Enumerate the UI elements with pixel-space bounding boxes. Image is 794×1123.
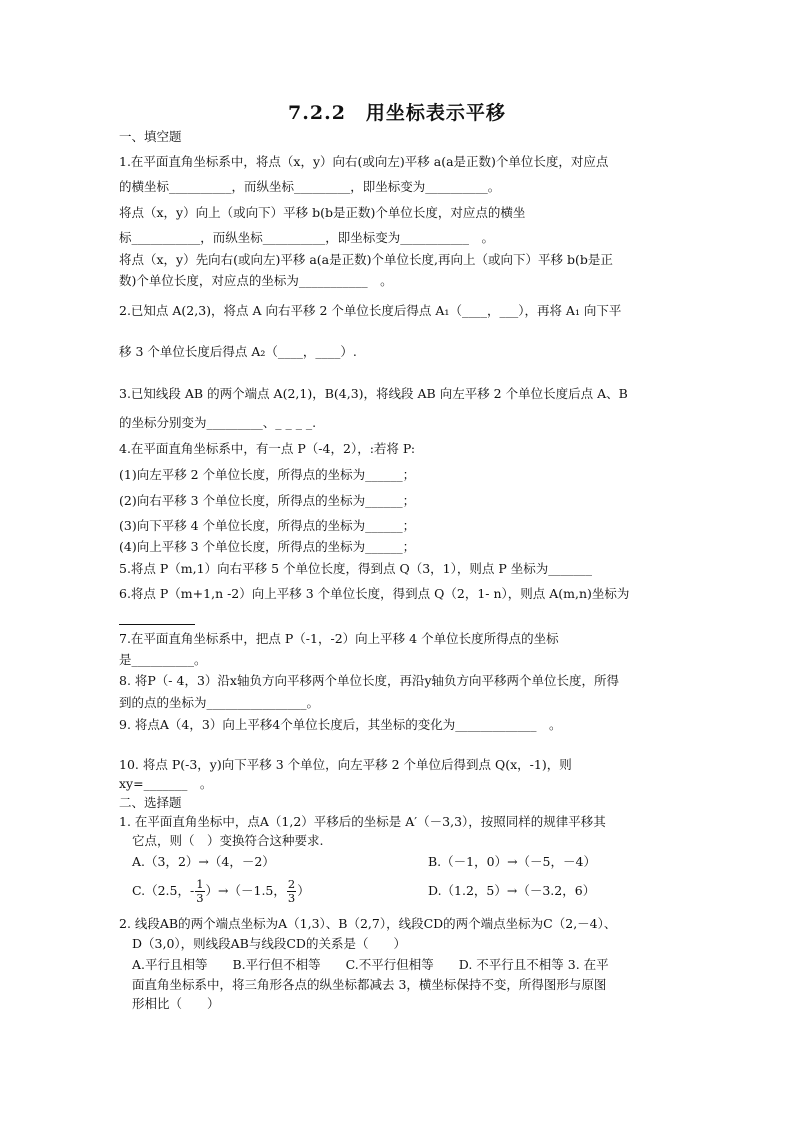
- fraction-one-third: [195, 878, 204, 905]
- q7-line1: 7.在平面直角坐标系中，把点 P（-1，-2）向上平移 4 个单位长度所得点的坐标: [119, 631, 559, 646]
- q1-line2: 的横坐标__________，而纵坐标_________，即坐标变为__________。: [119, 179, 501, 194]
- q5-line1: 5.将点 P（m,1）向右平移 5 个单位长度，得到点 Q（3，1），则点 P 坐标为_______: [119, 561, 592, 576]
- fraction-denominator: 3: [196, 891, 204, 905]
- q6-line1: 6.将点 P（m+1,n -2）向上平移 3 个单位长度，得到点 Q（2，1- n），则点 A(m,n)坐标为: [119, 586, 630, 601]
- q10-line1: 10. 将点 P(-3，y)向下平移 3 个单位，向左平移 2 个单位后得到点 Q(x，-1)，则: [119, 757, 572, 772]
- fraction-denominator: 3: [287, 891, 296, 905]
- c1-option-c-suffix: ）: [297, 883, 310, 898]
- q8-line2: 到的点的坐标为________________。: [119, 695, 320, 710]
- c1-option-c-prefix: C.（2.5，-: [132, 883, 195, 898]
- section-heading-choice: 二、选择题: [119, 795, 182, 810]
- section-heading-fill-in: 一、填空题: [119, 129, 182, 144]
- q4-option3: (3)向下平移 4 个单位长度，所得点的坐标为______；: [119, 518, 416, 533]
- q7-line2: 是__________。: [119, 652, 207, 667]
- q4-option4: (4)向上平移 3 个单位长度，所得点的坐标为______；: [119, 539, 416, 554]
- fraction-numerator: 1: [196, 877, 204, 891]
- c1-line1: 1. 在平面直角坐标中，点A（1,2）平移后的坐标是 A′（－3,3），按照同样的规律平移其: [119, 814, 606, 829]
- q1-line5: 将点（x，y）先向右(或向左)平移 a(a是正数)个单位长度,再向上（或向下）平移 b(b是正: [119, 252, 613, 267]
- q6-answer-blank: [119, 624, 195, 625]
- q4-line1: 4.在平面直角坐标系中，有一点 P（-4，2），:若将 P:: [119, 441, 416, 456]
- q1-line3: 将点（x，y）向上（或向下）平移 b(b是正数)个单位长度，对应点的横坐: [119, 205, 526, 220]
- c1-option-d: D.（1.2，5）→（－3.2，6）: [428, 883, 596, 898]
- q3-line1: 3.已知线段 AB 的两个端点 A(2,1)，B(4,3)，将线段 AB 向左平移 2 个单位长度后点 A、B: [119, 386, 628, 401]
- q2-line1: 2.已知点 A(2,3)，将点 A 向右平移 2 个单位长度后得点 A₁（____，___），再将 A₁ 向下平: [119, 303, 622, 318]
- q1-line1: 1.在平面直角坐标系中，将点（x，y）向右(或向左)平移 a(a是正数)个单位长度，对应点: [119, 154, 609, 169]
- q1-line6: 数)个单位长度，对应点的坐标为___________ 。: [119, 273, 393, 288]
- q10-line2: xy=_______ 。: [119, 776, 213, 791]
- q4-option2: (2)向右平移 3 个单位长度，所得点的坐标为______；: [119, 493, 416, 508]
- q8-line1: 8. 将P（- 4，3）沿x轴负方向平移两个单位长度，再沿y轴负方向平移两个单位长度，所得: [119, 673, 620, 688]
- q1-line4: 标___________，而纵坐标__________，即坐标变为___________ 。: [119, 230, 495, 245]
- c1-option-a: A.（3，2）→（4，－2）: [132, 854, 275, 869]
- q4-option1: (1)向左平移 2 个单位长度，所得点的坐标为______；: [119, 467, 416, 482]
- c2-line2: D（3,0），则线段AB与线段CD的关系是（ ）: [132, 936, 406, 951]
- document-title: 7.2.2 用坐标表示平移: [288, 102, 506, 124]
- q9-line1: 9. 将点A（4，3）向上平移4个单位长度后，其坐标的变化为_____________ 。: [119, 717, 562, 732]
- c1-option-c: [132, 873, 310, 909]
- c1-option-b: B.（－1，0）→（－5，－4）: [428, 854, 596, 869]
- c2-line5: 形相比（ ）: [132, 996, 220, 1011]
- c2-line1: 2. 线段AB的两个端点坐标为A（1,3）、B（2,7），线段CD的两个端点坐标为C（2,－4）、: [119, 916, 617, 931]
- fraction-numerator: 2: [287, 877, 296, 891]
- q3-line2: 的坐标分别变为_________、_ _ _ _.: [119, 415, 317, 430]
- c2-line4: 面直角坐标系中，将三角形各点的纵坐标都减去 3，横坐标保持不变，所得图形与原图: [132, 977, 607, 992]
- c1-line2: 它点，则（ ）变换符合这种要求.: [132, 833, 324, 848]
- q2-line2: 移 3 个单位长度后得点 A₂（____，____）.: [119, 344, 357, 359]
- c1-option-c-middle: ）→（－1.5，: [205, 883, 286, 898]
- c2-line3: A.平行且相等 B.平行但不相等 C.不平行但相等 D. 不平行且不相等 3. 在平: [132, 957, 609, 972]
- fraction-two-thirds: [287, 878, 296, 905]
